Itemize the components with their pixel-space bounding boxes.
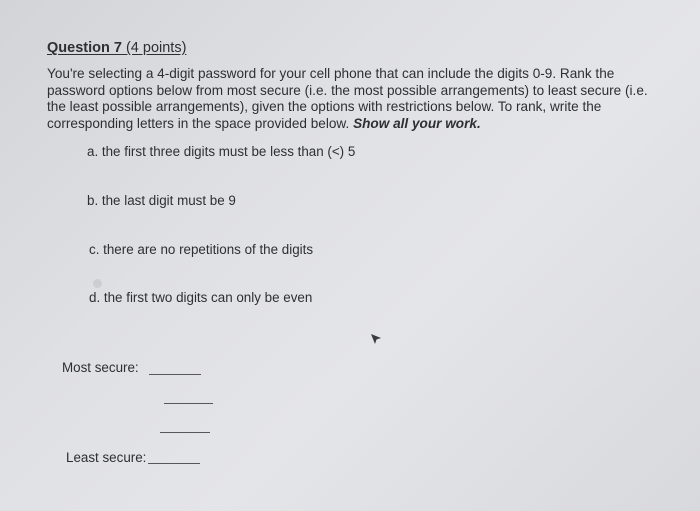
option-d: d. the first two digits can only be even <box>89 290 313 305</box>
rank-blank-2[interactable] <box>164 403 213 404</box>
question-body <box>47 66 657 132</box>
rank-blank-3[interactable] <box>160 432 210 433</box>
question-title <box>47 40 186 56</box>
question-points: (4 points) <box>125 40 187 56</box>
mouse-pointer-icon <box>370 333 382 345</box>
option-b: b. the last digit must be 9 <box>87 193 236 208</box>
least-secure-label: Least secure: <box>66 450 147 465</box>
question-emphasis: Show all your work. <box>353 115 481 131</box>
rank-blank-1[interactable] <box>149 374 201 375</box>
question-number: Question 7 <box>47 40 122 56</box>
option-c: c. there are no repetitions of the digits <box>89 242 314 257</box>
most-secure-label: Most secure: <box>62 360 139 375</box>
option-a: a. the first three digits must be less than (<) 5 <box>87 144 356 159</box>
faint-mark <box>93 279 102 288</box>
question-prompt: You're selecting a 4-digit password for your cell phone that can include the digits 0-9. Rank the password options below from most secure (i.e. the most possible arrangements) to least secure (i.e. the least possible arrangements), given the options with restrictions below. To rank, write the corresponding letters in the space provided below. <box>47 66 648 131</box>
rank-blank-4[interactable] <box>148 463 200 464</box>
